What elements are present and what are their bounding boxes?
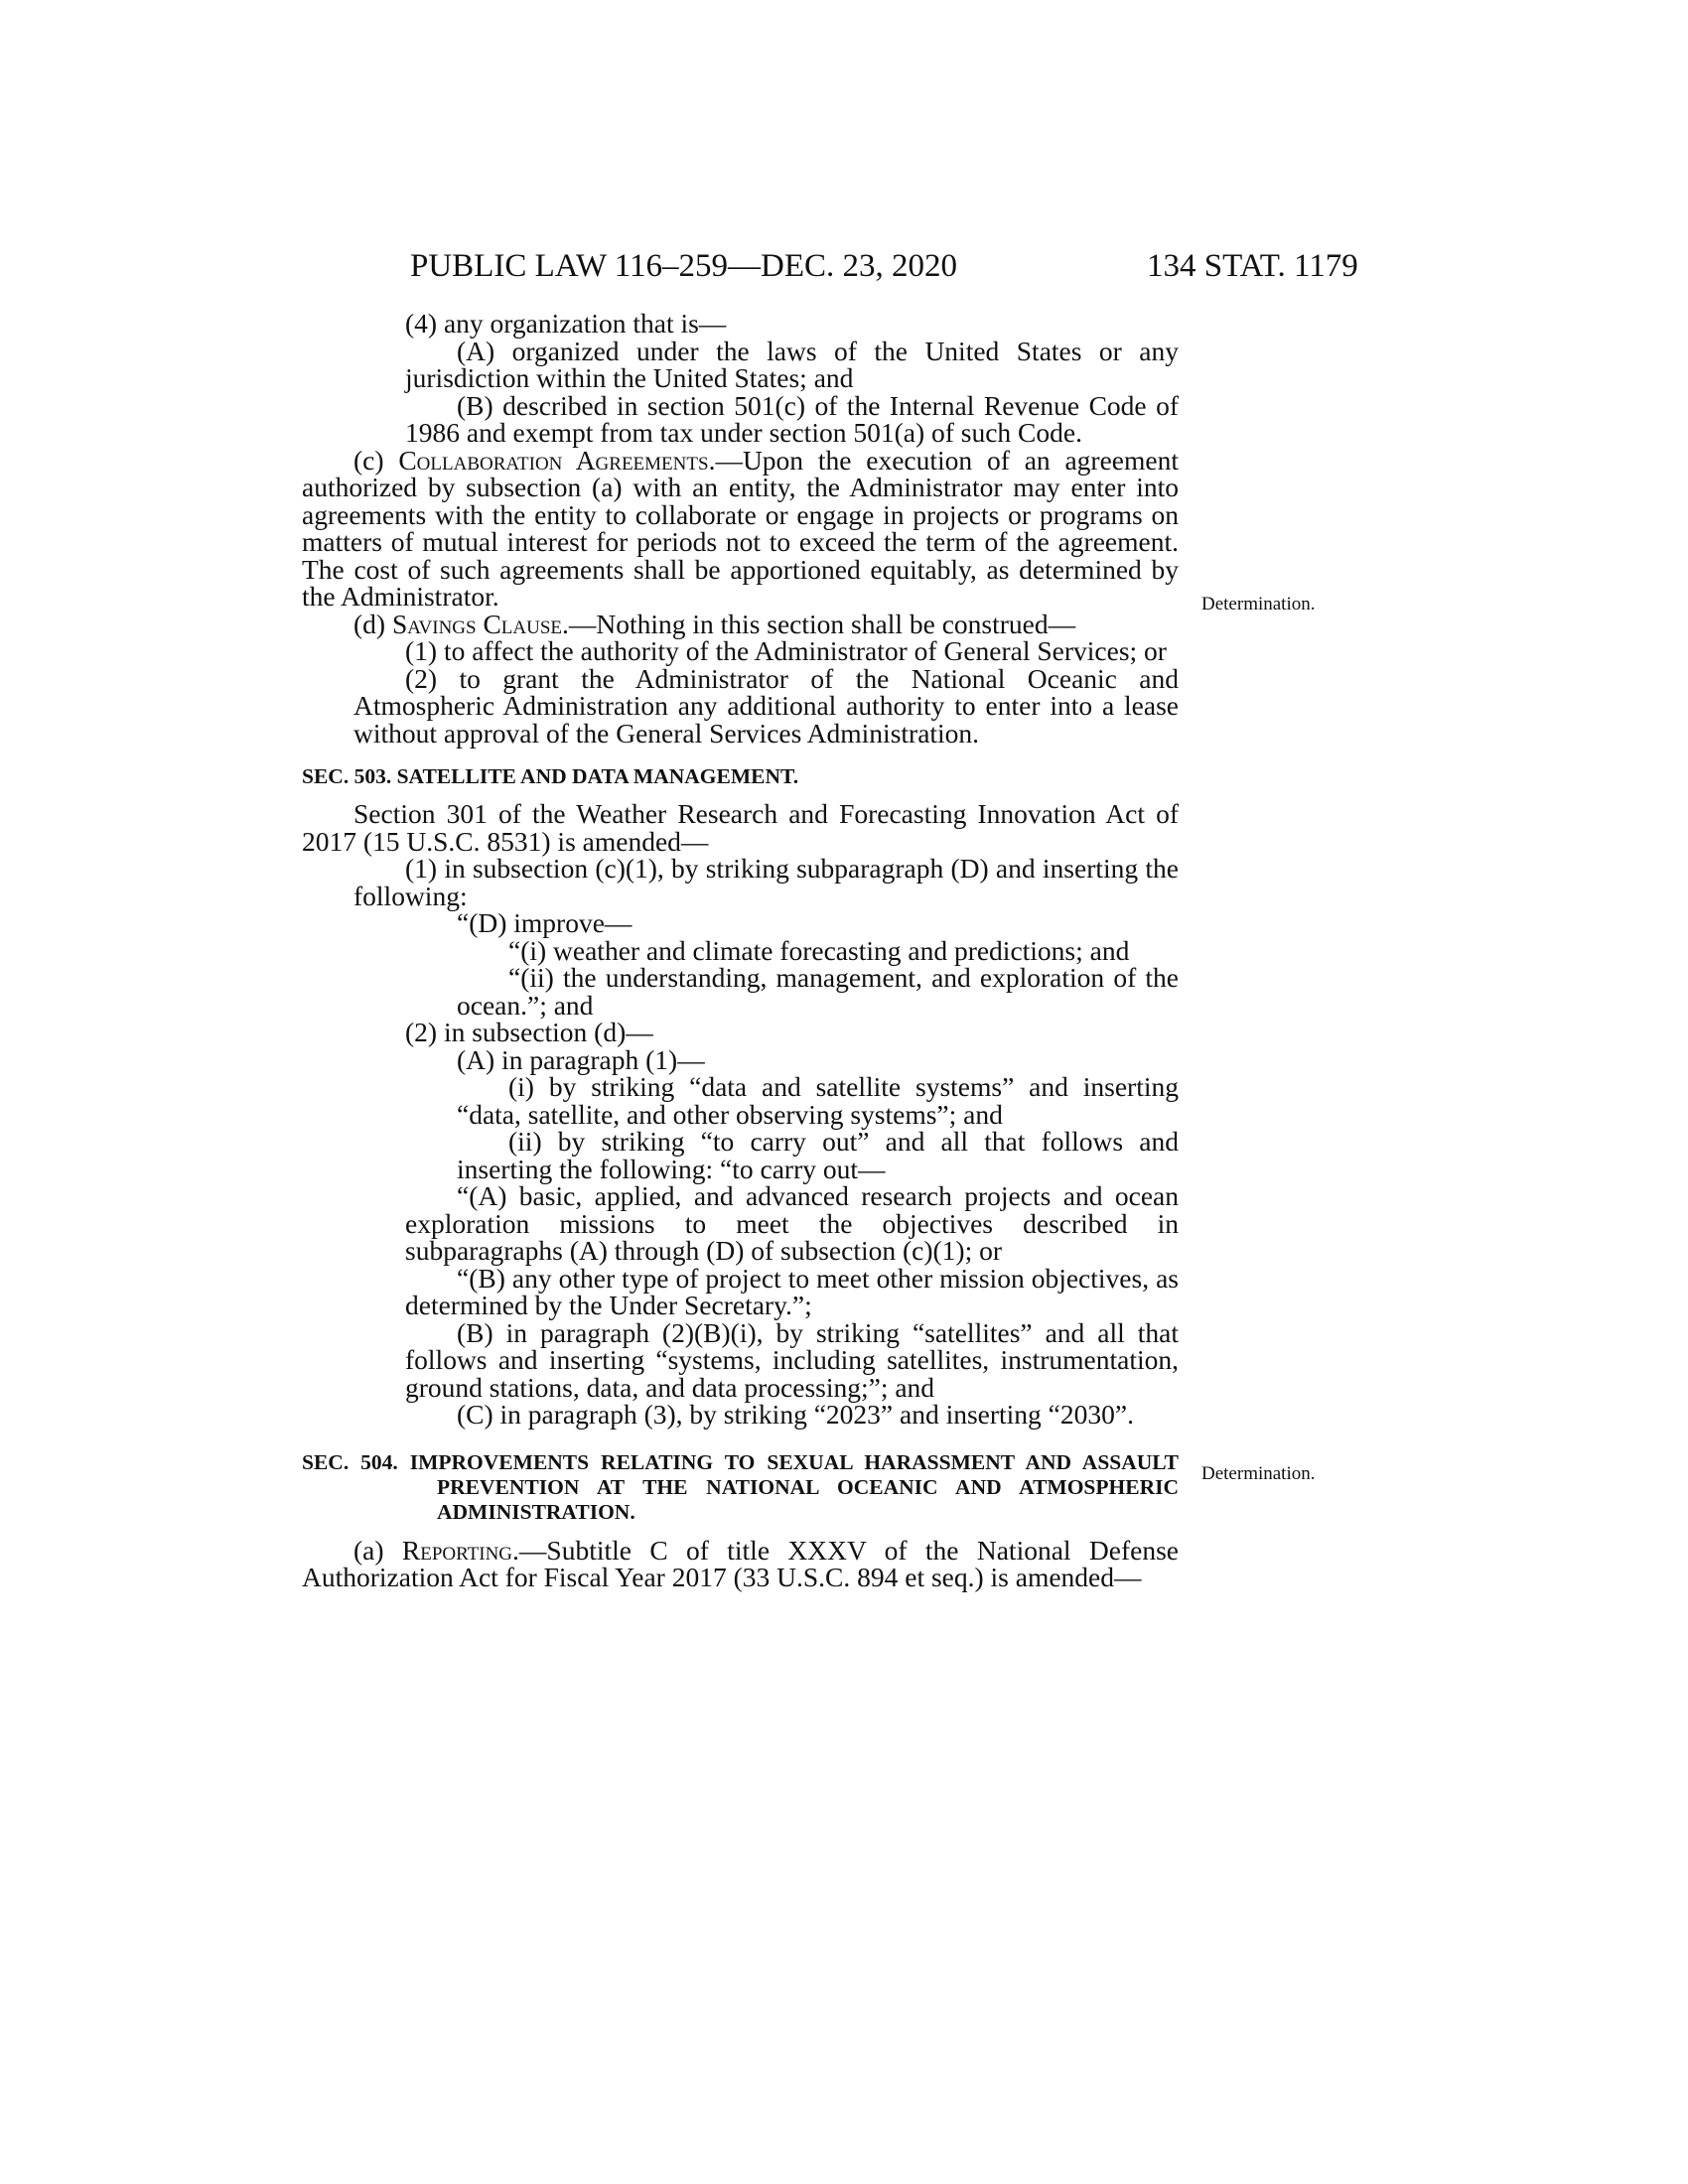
subsection-d-savings bbox=[302, 608, 1179, 639]
paragraph-2-grant-authority: (2) to grant the Administrator of the National Oceanic and Atmospheric Administration any additional authority to enter into a lease without approval of the General Services Administration. bbox=[353, 662, 1179, 749]
section-503-heading: SEC. 503. SATELLITE AND DATA MANAGEMENT. bbox=[302, 764, 799, 788]
amendment-2-a: (A) in paragraph (1)— bbox=[457, 1043, 705, 1075]
paragraph-4-organization: (4) any organization that is— bbox=[405, 308, 727, 339]
inserted-ii-ocean: “(ii) the understanding, management, and exploration of the ocean.”; and bbox=[457, 962, 1179, 1021]
subsection-a-label: (a) bbox=[353, 1534, 402, 1566]
subsection-c-label: (c) bbox=[353, 444, 399, 476]
section-504-heading: SEC. 504. IMPROVEMENTS RELATING TO SEXUAL HARASSMENT AND ASSAULT PREVENTION AT THE NATIONAL OCEANIC AND ATMOSPHERIC ADMINISTRATION. bbox=[302, 1449, 1179, 1524]
margin-note-determination-2: Determination. bbox=[1201, 1463, 1316, 1484]
inserted-a-research: “(A) basic, applied, and advanced research projects and ocean exploration missions to meet the objectives described in subparagraphs (A) through (D) of subsection (c)(1); or bbox=[405, 1180, 1179, 1266]
amendment-2-c: (C) in paragraph (3), by striking “2023” and inserting “2030”. bbox=[457, 1399, 1134, 1430]
subsection-a-text: .—Subtitle C of title XXXV of the National Defense Authorization Act for Fiscal Year 2017 (33 U.S.C. 894 et seq.) is amended— bbox=[302, 1534, 1179, 1592]
amendment-1: (1) in subsection (c)(1), by striking subparagraph (D) and inserting the following: bbox=[353, 853, 1179, 911]
subsection-c-heading: Collaboration Agreements bbox=[398, 444, 709, 476]
amendment-2-a-i: (i) by striking “data and satellite systems” and inserting “data, satellite, and other observing systems”; and bbox=[457, 1071, 1179, 1130]
page-header bbox=[0, 248, 1688, 288]
inserted-i-weather: “(i) weather and climate forecasting and predictions; and bbox=[508, 934, 1130, 966]
subsection-c-collaboration bbox=[302, 444, 1179, 612]
subsection-d-label: (d) bbox=[353, 608, 392, 639]
inserted-d-improve: “(D) improve— bbox=[457, 907, 633, 938]
amendment-2-a-ii: (ii) by striking “to carry out” and all that follows and inserting the following: “to carry out— bbox=[457, 1126, 1179, 1184]
paragraph-1-affect-authority: (1) to affect the authority of the Administrator of General Services; or bbox=[405, 635, 1167, 666]
amendment-2: (2) in subsection (d)— bbox=[405, 1017, 653, 1047]
public-law-citation: PUBLIC LAW 116–259—DEC. 23, 2020 bbox=[410, 248, 958, 284]
document-body bbox=[302, 310, 1179, 1591]
subsection-a-heading: Reporting bbox=[401, 1534, 513, 1566]
subsection-c-text: .—Upon the execution of an agreement authorized by subsection (a) with an entity, the Administrator may enter into agreements with the entity to collaborate or engage in projects or programs on matters of mutual interest for periods not to exceed the term of the agreement. The cost of such agreements shall be apportioned equitably, as determined by the Administrator. bbox=[302, 444, 1179, 612]
statute-page-number: 134 STAT. 1179 bbox=[1147, 248, 1358, 284]
margin-note-determination-1: Determination. bbox=[1201, 594, 1316, 614]
subsection-d-text: .—Nothing in this section shall be construed— bbox=[562, 608, 1076, 639]
amendment-2-b: (B) in paragraph (2)(B)(i), by striking “satellites” and all that follows and inserting “systems, including satellites, instrumentation, ground stations, data, and data processing;”; and bbox=[405, 1316, 1179, 1403]
inserted-b-other-project: “(B) any other type of project to meet other mission objectives, as determined by the Under Secretary.”; bbox=[405, 1262, 1179, 1320]
subparagraph-b-described: (B) described in section 501(c) of the Internal Revenue Code of 1986 and exempt from tax under section 501(a) of such Code. bbox=[405, 389, 1179, 448]
subparagraph-a-organized: (A) organized under the laws of the United States or any jurisdiction within the United States; and bbox=[405, 335, 1179, 393]
subsection-a-reporting bbox=[302, 1534, 1179, 1592]
subsection-d-heading: Savings Clause bbox=[391, 608, 563, 639]
section-503-intro: Section 301 of the Weather Research and Forecasting Innovation Act of 2017 (15 U.S.C. 8531) is amended— bbox=[302, 798, 1179, 857]
